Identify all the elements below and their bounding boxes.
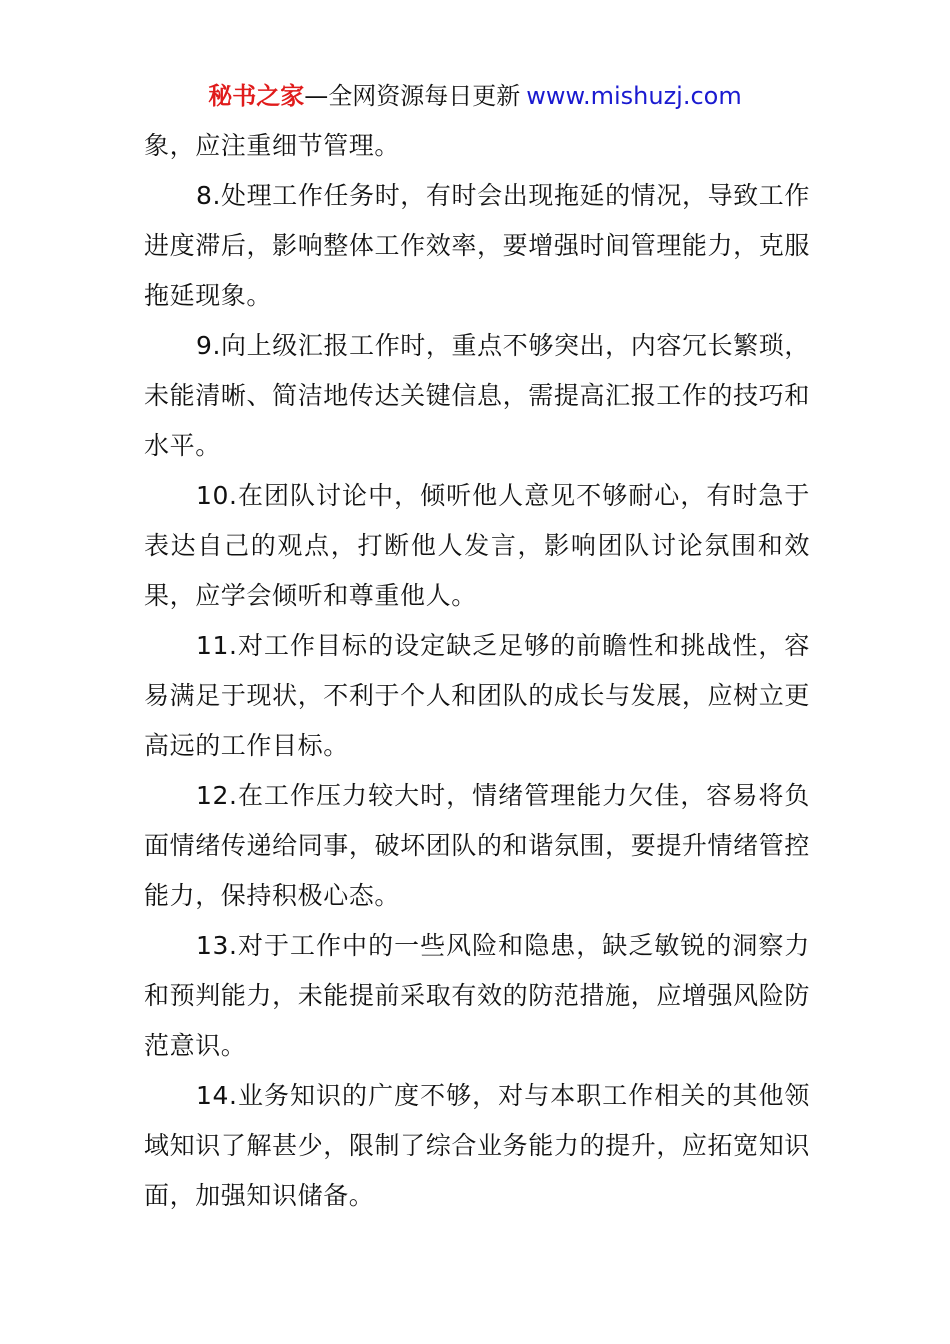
- site-tagline: —全网资源每日更新: [304, 82, 521, 110]
- document-body: [144, 121, 810, 1221]
- list-item-14: 14.业务知识的广度不够，对与本职工作相关的其他领域知识了解甚少，限制了综合业务能力的提升，应拓宽知识面，加强知识储备。: [144, 1081, 810, 1210]
- list-item-13: 13.对于工作中的一些风险和隐患，缺乏敏锐的洞察力和预判能力，未能提前采取有效的防范措施，应增强风险防范意识。: [144, 931, 810, 1060]
- list-item-9: 9.向上级汇报工作时，重点不够突出，内容冗长繁琐，未能清晰、简洁地传达关键信息，需提高汇报工作的技巧和水平。: [144, 331, 810, 460]
- list-item-11: 11.对工作目标的设定缺乏足够的前瞻性和挑战性，容易满足于现状，不利于个人和团队的成长与发展，应树立更高远的工作目标。: [144, 631, 810, 760]
- list-item-10: 10.在团队讨论中，倾听他人意见不够耐心，有时急于表达自己的观点，打断他人发言，影响团队讨论氛围和效果，应学会倾听和尊重他人。: [144, 481, 810, 610]
- site-brand: 秘书之家: [208, 82, 305, 110]
- list-item-8: 8.处理工作任务时，有时会出现拖延的情况，导致工作进度滞后，影响整体工作效率，要增强时间管理能力，克服拖延现象。: [144, 181, 810, 310]
- paragraph-continuation: 象，应注重细节管理。: [144, 131, 401, 160]
- list-item-12: 12.在工作压力较大时，情绪管理能力欠佳，容易将负面情绪传递给同事，破坏团队的和谐氛围，要提升情绪管控能力，保持积极心态。: [144, 781, 810, 910]
- page-header: [0, 80, 950, 112]
- site-url-link[interactable]: www.mishuzj.com: [526, 82, 742, 110]
